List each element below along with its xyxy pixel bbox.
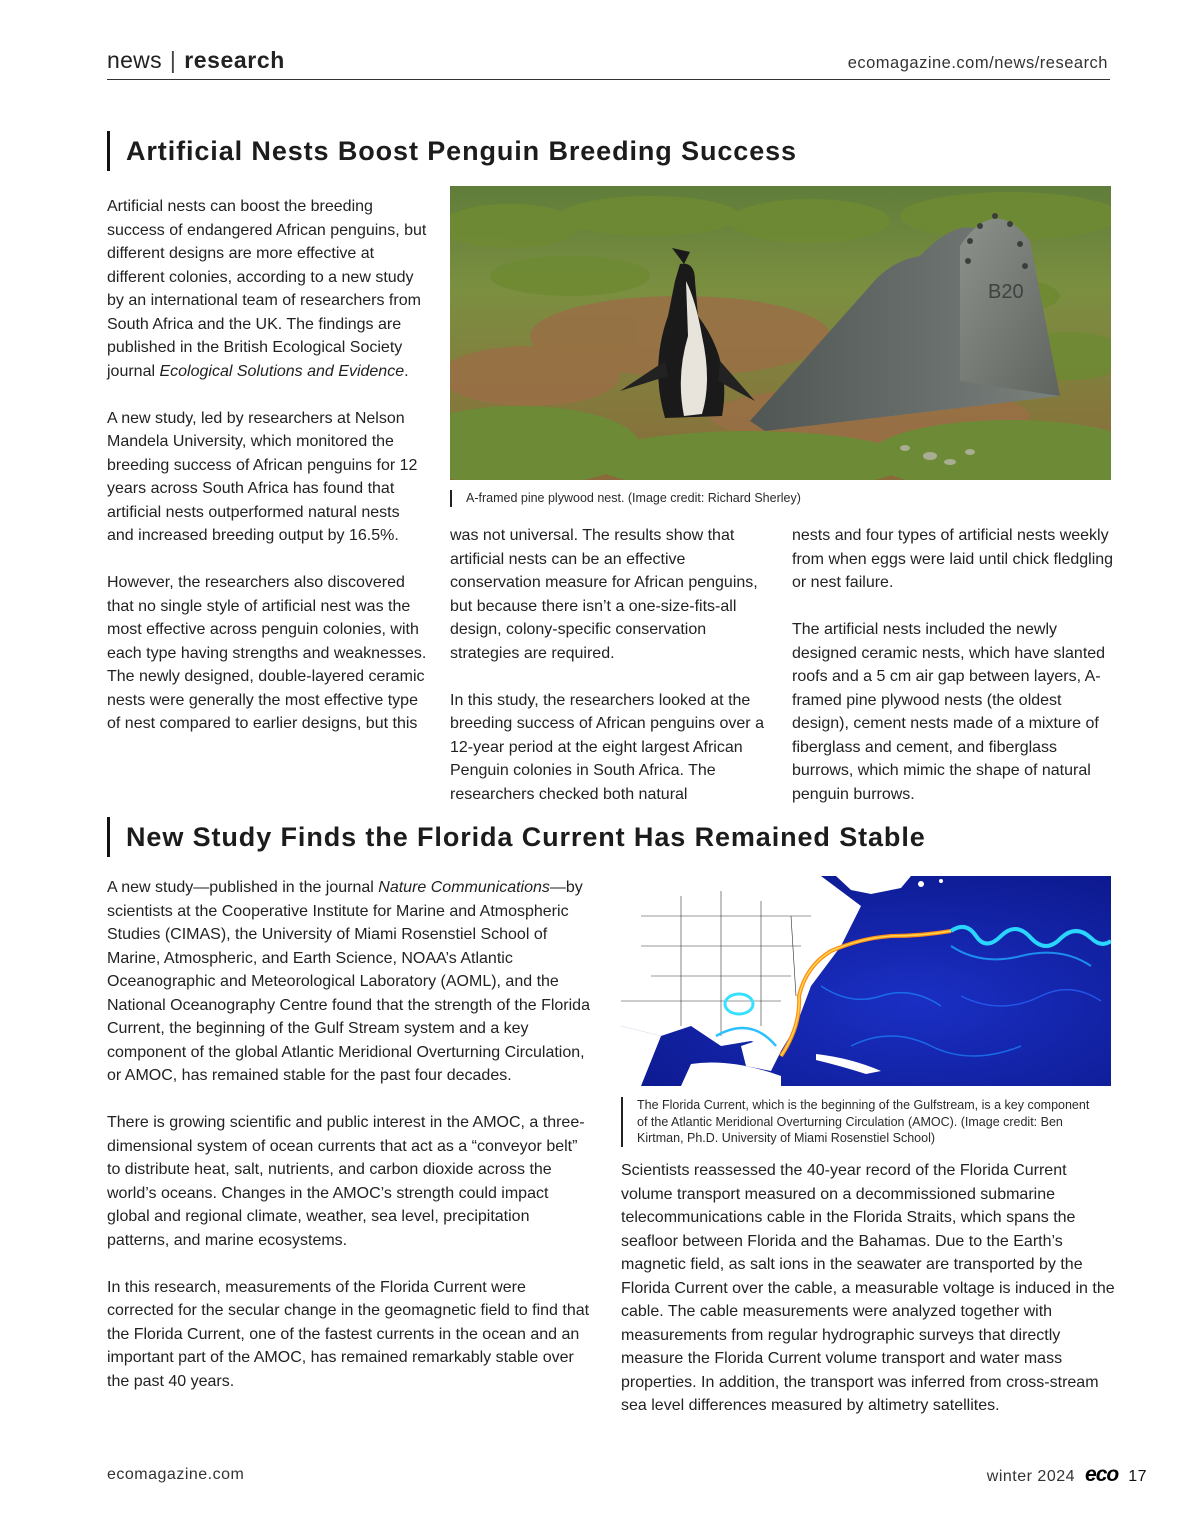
article2-title: New Study Finds the Florida Current Has Remained Stable bbox=[107, 817, 926, 857]
article1-column-3 bbox=[792, 524, 1117, 806]
article2-image-caption: The Florida Current, which is the beginning of the Gulfstream, is a key component of the Atlantic Meridional Overturning Circulation (AMOC). (Image credit: Ben Kirtman, Ph.D. University of Miami Rosenstiel School) bbox=[621, 1097, 1097, 1147]
article2-left-column bbox=[107, 876, 591, 1393]
subsection-name[interactable]: research bbox=[184, 47, 285, 73]
penguin-nest-photo bbox=[450, 186, 1111, 480]
article2-right-paragraph-1: Scientists reassessed the 40-year record of the Florida Current volume transport measured on a decommissioned submarine telecommunications cable in the Florida Straits, which spans the seafloor between Florida and the Bahamas. Due to the Earth’s magnetic field, as salt ions in the seawater are transported by the Florida Current over the cable, a measurable voltage is induced in the cable. The cable measurements were analyzed together with measurements from regular hydrographic surveys that directly measure the Florida Current volume transport and water mass properties. In addition, the transport was inferred from cross-stream sea level differences measured by altimetry satellites. bbox=[621, 1162, 1115, 1414]
page-number: 17 bbox=[1128, 1468, 1147, 1485]
article1-col2-paragraph-2: In this study, the researchers looked at the breeding success of African penguins over a 12-year period at the eight largest African Penguin colonies in South Africa. The researchers checked both natural bbox=[450, 691, 764, 803]
section-name[interactable]: news bbox=[107, 47, 162, 73]
footer-site[interactable]: ecomagazine.com bbox=[107, 1466, 245, 1483]
article1-image-caption: A-framed pine plywood nest. (Image credit: Richard Sherley) bbox=[450, 490, 1086, 507]
article1-column-2 bbox=[450, 524, 775, 806]
article1-col1-p1-text: Artificial nests can boost the breeding success of endangered African penguins, but different designs are more effective at different colonies, according to a new study by an international team of researchers from South Africa and the UK. The findings are published in the British Ecological Society journal bbox=[107, 198, 427, 380]
eco-logo: eco bbox=[1085, 1463, 1119, 1486]
section-separator: | bbox=[169, 47, 177, 73]
article2-p1-start: A new study—published in the journal bbox=[107, 879, 379, 896]
article2-right-column bbox=[621, 1159, 1115, 1418]
article1-col1-p1-end: . bbox=[404, 362, 409, 380]
header-url[interactable]: ecomagazine.com/news/research bbox=[847, 54, 1108, 72]
florida-current-map bbox=[621, 876, 1111, 1086]
footer-issue-info bbox=[987, 1463, 1147, 1487]
article1-column-1 bbox=[107, 195, 429, 736]
footer-issue: winter 2024 bbox=[986, 1468, 1076, 1485]
article1-col3-paragraph-2: The artificial nests included the newly designed ceramic nests, which have slanted roofs and a 5 cm air gap between layers, A-framed pine plywood nests (the oldest design), cement nests made of a mixture of fiberglass and cement, and fiberglass burrows, which mimic the shape of natural penguin burrows. bbox=[792, 621, 1106, 803]
article1-col2-paragraph-1: was not universal. The results show that artificial nests can be an effective conservation measure for African penguins, but because there isn’t a one-size-fits-all design, colony-specific conservation strategies are required. bbox=[450, 527, 758, 662]
article1-col1-paragraph-2: A new study, led by researchers at Nelson Mandela University, which monitored the breeding success of African penguins for 12 years across South Africa has found that artificial nests outperformed natural nests and increased breeding output by 16.5%. bbox=[107, 409, 418, 544]
journal-name: Ecological Solutions and Evidence bbox=[159, 362, 405, 380]
article1-col1-paragraph-1 bbox=[107, 195, 429, 383]
article2-p1-text: —by scientists at the Cooperative Institute for Marine and Atmospheric Studies (CIMAS), the University of Miami Rosenstiel School of Marine, Atmospheric, and Earth Science, NOAA’s Atlantic Oceanographic and Meteorological Laboratory (AOML), and the National Oceanography Centre found that the strength of the Florida Current, the beginning of the Gulf Stream system and a key component of the global Atlantic Meridional Overturning Circulation, or AMOC, has remained stable for the past four decades. bbox=[107, 879, 590, 1084]
section-label bbox=[107, 47, 285, 74]
page-header bbox=[107, 44, 1110, 80]
article2-left-paragraph-3: In this research, measurements of the Florida Current were corrected for the secular change in the geomagnetic field to find that the Florida Current, one of the fastest currents in the ocean and an important part of the AMOC, has remained remarkably stable over the past 40 years. bbox=[107, 1278, 590, 1390]
article1-title: Artificial Nests Boost Penguin Breeding Success bbox=[107, 131, 797, 171]
article1-col1-paragraph-3: However, the researchers also discovered that no single style of artificial nest was the most effective across penguin colonies, with each type having strengths and weaknesses. The newly designed, double-layered ceramic nests were generally the most effective type of nest compared to earlier designs, but this bbox=[107, 574, 427, 732]
article1-col3-paragraph-1: nests and four types of artificial nests weekly from when eggs were laid until chick fledgling or nest failure. bbox=[792, 527, 1114, 591]
article2-left-paragraph-1 bbox=[107, 876, 591, 1088]
article2-left-paragraph-2: There is growing scientific and public interest in the AMOC, a three-dimensional system of ocean currents that act as a “conveyor belt” to distribute heat, salt, nutrients, and carbon dioxide across the world’s oceans. Changes in the AMOC’s strength could impact global and regional climate, weather, sea level, precipitation patterns, and marine ecosystems. bbox=[107, 1114, 585, 1249]
nest-label: B20 bbox=[988, 281, 1024, 303]
ocean-current-map-illustration bbox=[621, 876, 1111, 1086]
penguin-nest-illustration bbox=[450, 186, 1111, 480]
journal-name-2: Nature Communications bbox=[378, 879, 550, 896]
